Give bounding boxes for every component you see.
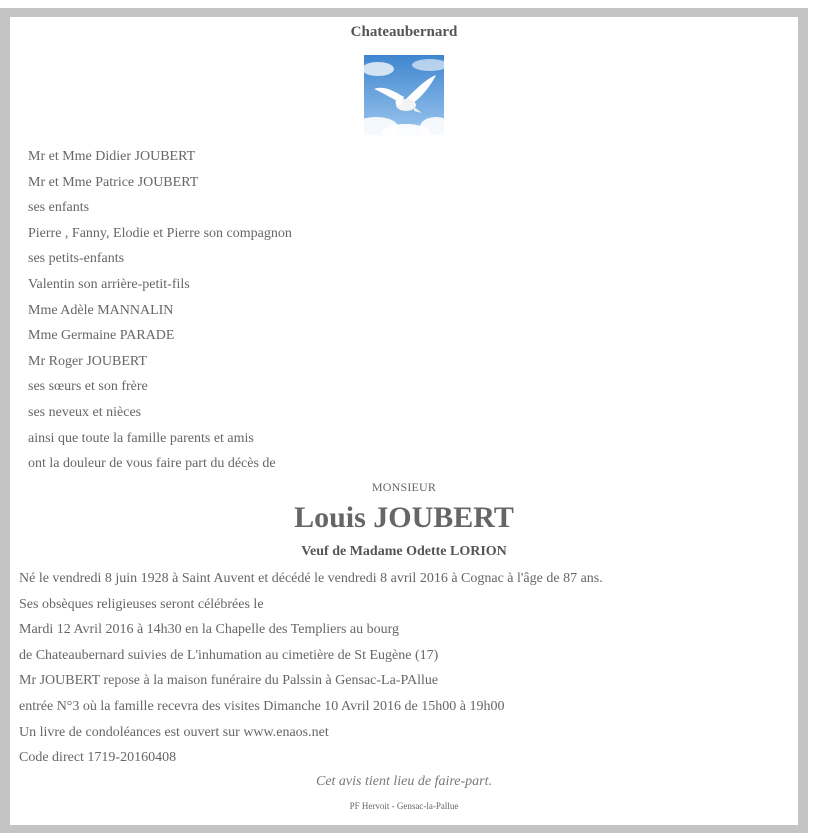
family-line: ses enfants (28, 200, 90, 216)
detail-line: Mardi 12 Avril 2016 à 14h30 en la Chapelle des Templiers au bourg (19, 622, 400, 638)
detail-line: entrée N°3 où la famille recevra des visites Dimanche 10 Avril 2016 de 15h00 à 19h00 (19, 698, 505, 714)
deceased-name: Louis JOUBERT (294, 501, 514, 534)
family-line: Valentin son arrière-petit-fils (28, 276, 190, 292)
funeral-home-credit: PF Hervoit - Gensac-la-Pallue (349, 801, 459, 811)
family-line: Pierre , Fanny, Elodie et Pierre son compagnon (28, 225, 292, 241)
obituary-card (10, 17, 798, 825)
deceased-civility: MONSIEUR (371, 480, 437, 494)
detail-line: Né le vendredi 8 juin 1928 à Saint Auvent et décédé le vendredi 8 avril 2016 à Cognac à l'âge de 87 ans. (19, 571, 603, 586)
dove-image (364, 55, 444, 135)
detail-line: de Chateaubernard suivies de L'inhumation au cimetière de St Eugène (17) (19, 647, 439, 663)
family-line: ses sœurs et son frère (28, 379, 148, 395)
family-line: Mr et Mme Didier JOUBERT (28, 149, 196, 164)
town-heading: Chateaubernard (350, 24, 458, 40)
family-line: ainsi que toute la famille parents et amis (28, 430, 254, 446)
family-line: Mr et Mme Patrice JOUBERT (28, 174, 199, 190)
detail-line: Mr JOUBERT repose à la maison funéraire du Palssin à Gensac-La-PAllue (19, 673, 439, 689)
family-line: ses neveux et nièces (28, 404, 142, 420)
widow-of-line: Veuf de Madame Odette LORION (301, 544, 507, 559)
detail-line: Code direct 1719-20160408 (19, 750, 177, 766)
family-line: Mr Roger JOUBERT (28, 353, 147, 369)
dove-icon (364, 55, 444, 135)
family-line: Mme Germaine PARADE (28, 328, 175, 344)
family-line: Mme Adèle MANNALIN (28, 302, 174, 318)
family-line: ses petits-enfants (28, 251, 125, 267)
detail-line: Ses obsèques religieuses seront célébrées le (19, 596, 264, 612)
family-line: ont la douleur de vous faire part du décès de (28, 456, 276, 472)
detail-line: Un livre de condoléances est ouvert sur www.enaos.net (19, 724, 329, 740)
details-list (19, 566, 603, 771)
notice-line: Cet avis tient lieu de faire-part. (315, 774, 492, 789)
family-list (28, 144, 292, 477)
